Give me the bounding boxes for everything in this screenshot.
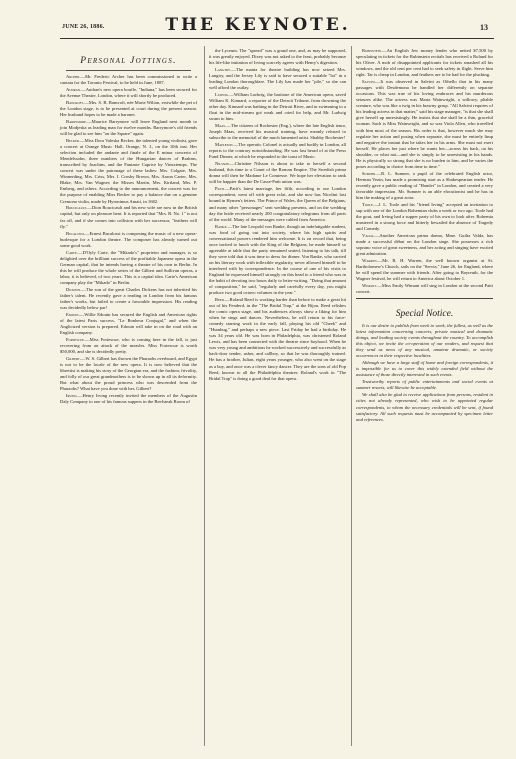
jotting-text: the Lyceum. The "spread" was a grand one, and, as may be supposed, it was greatly enjoyed. Dixey was not asked to the feast, probably because his life-like imitation of Irving scarcely agrees with Henry's digestion. (209, 48, 346, 66)
column-1 (60, 48, 197, 406)
jotting-name: Valda. (362, 232, 375, 238)
jotting-item (209, 48, 346, 66)
jotting-text: —J. L. Toole and his "friend Irving" accepted an invitation to sup with one of the London Bohemian clubs a week or two ago. Toole had the gout, and Irving had a supper party of his own to look after. Bohemia mustered in a strong force and bitterly bewailed the absence of Tragedy and Comedy. (356, 201, 493, 232)
jotting-text: —Willie Edouin has secured the English and American rights of the latest Paris success, "Le Bonheur Conjugal," and when the Anglicized version is prepared, Edouin will take in on the road with an English company. (60, 311, 197, 335)
jotting-name: Dickens. (66, 286, 82, 292)
column-2 (209, 48, 346, 383)
jotting-item (60, 337, 197, 355)
jotting-name: Ranke. (215, 223, 228, 229)
jotting-text: —The citizens of Rochester (Eng.), where the late English tenor, Joseph Maas, received his musical training, have meanly refused to subscribe to the memorial of the much lamented artist. Shabby Rochester! (209, 123, 346, 141)
jotting-item (356, 79, 493, 170)
column-divider (351, 46, 352, 746)
jotting-name: Carte. (66, 249, 78, 255)
column-3 (356, 48, 493, 424)
jotting-name: Barrymore. (66, 119, 88, 124)
special-notice-title: Special Notice. (395, 309, 454, 320)
section-rule (66, 70, 191, 71)
jotting-name: Mapleson. (215, 142, 234, 148)
jotting-text: —Patti's latest marriage, her fifth, according to our London correspondent, went off with great eclat, and she now has Nicolini fast bound in Hymen's fetters. The Prince of Wales, the Queen of the Belgians, and many other "personages" sent wedding presents, and on the wedding day the bride received nearly 200 congratulatory telegrams from all parts of the world. Many of the messages were cabled from America. (209, 186, 346, 222)
jotting-name: Ludwig. (215, 92, 230, 98)
jotting-item (60, 138, 197, 205)
jotting-text: —It was observed in Salvini as Othello that in his many passages with Desdemona he handled her differently on separate occasions. This was true of his loving embraces and his murderous seizures alike. The actress was Maria Wainwright, a willowy, pliable creature, who was like a twig in his brawny grasp. "All Salvini requires of his leading actress in that matter," said his stage manager, "is that she shall give herself up unresistingly. He insists that she shall be a thin, graceful woman. Such is Miss Wainwright, and so was Viola Allen, who travelled with him most of the season. His order is that, however much she may regulate her action and posing when separate, she must be entirely limp and negative the instant that he takes her in his arms. She must not exert herself. He places her just where he wants her—across his back, on his shoulder, or what not—and she is simply to be unresisting in his hands. He is physically so strong that she is no burden to him, and he varies the poses according to choice from time to time." (356, 79, 493, 169)
jotting-item (60, 100, 197, 118)
jotting-name: Fortescue. (66, 336, 86, 342)
jotting-text: —W. S. Gilbert has thrown the Pharaohs overboard, and Egypt is not to be the locale of the new opera. It is now believed that the librettist is making his story of the Georgian era, and the fashion, frivolity, and folly of our great grandmothers is to be shown up in all its deformity. But what about the proud princess who was descended from the Pharaohs? What have you done with her, Gilbert? (60, 355, 197, 392)
jotting-text: —Another American prima donna, Mme. Guilia Valda, has made a successful début on the London stage. She possesses a rich soprano voice of great sweetness, and her acting and singing have excited great admiration. (356, 232, 493, 257)
jotting-item (60, 87, 197, 99)
jotting-text: —Miss Emily Wimant will sing in London at the second Patti concert. (356, 283, 493, 295)
section-title: Personal Jottings. (80, 56, 177, 66)
column-3-body (356, 48, 493, 295)
jotting-item (60, 393, 197, 405)
jotting-text: —D'Oyly Carte, the "Mikado's" proprietor and manager, is so delighted over the brilliant success of the profitable Japanese opera in the German capital, that he intends having a theatre of his own in Berlin. In this he will produce the whole series of the Gilbert and Sullivan operas, a labor, it is believed, of two years. This is a capital idea. Carte's American company play the "Mikado" in Berlin. (60, 249, 197, 285)
jotting-name: Rubinstein. (362, 48, 383, 53)
jotting-item (60, 231, 197, 249)
jotting-text: —Audran's new opera bouffe, "Indiana," has been secured for the Avenue Theatre, London, where it will shortly be produced. (60, 86, 197, 99)
jotting-item (209, 186, 346, 222)
jotting-text: —Mrs. S. B. Bancroft, née Marie Wilton, erstwhile the pet of the London stage, is to be presented at court during the present season. Her husband hopes to be made a baronet. (60, 99, 197, 118)
masthead-title: THE KEYNOTE. (165, 15, 351, 35)
jotting-item (356, 283, 493, 295)
jotting-text: —William Ludwig, the baritone of the American opera, saved William K. Kinnard, a reporter of the Detroit Tribune, from drowning the other day. Kinnard was bathing in the Detroit River, and in swimming to a float in the mid-stream got weak and cried for help, and Mr. Ludwig swam to him. (209, 92, 346, 122)
jotting-item (60, 74, 197, 86)
jotting-item (356, 48, 493, 78)
jotting-item (209, 161, 346, 185)
jotting-name: Langtry. (215, 67, 232, 73)
jotting-item (60, 250, 197, 286)
jotting-name: Irving. (66, 393, 78, 399)
jotting-item (60, 205, 197, 229)
jotting-name: Nilsson. (215, 161, 230, 167)
jotting-item (60, 287, 197, 311)
jotting-name: Audran. (66, 86, 82, 92)
jotting-text: —Christine Nilsson is about to take to herself a second husband, this time to a Count of the Roman Empire. The Swedish prima donna will then be Madame Le Comtesse. We hope her elevation to rank will be happier than the De Casse-Patti union was. (209, 161, 346, 185)
jotting-name: Toole. (362, 201, 374, 207)
notice-paragraph: We shall also be glad to receive applications from persons, resident in cities not already represented, who wish to be appointed regular correspondents, to whom the necessary credentials will be sent, if found satisfactory. All such requests must be accompanied by specimen letter and references. (356, 392, 493, 422)
header-rule (60, 38, 494, 39)
notice-rule (356, 298, 493, 299)
jotting-item (209, 67, 346, 91)
jotting-name: Gilbert. (66, 355, 81, 361)
jotting-text: —Miss Dora Valeska Becker, the talented young violinist, gave a concert at Orange Music Hall, Orange, N. J., on the 10th inst. Her selection included the andante and finale of the E minor concerto of Mendelssohn, three numbers of the Hungarian dances of Brahms, transcribed by Joachim, and the Fantasie Caprice by Vieuxtemps. The concert was under the patronage of these ladies: Mrs. Colgate, Mrs. Winnerding, Mrs. Criss, Mrs. I. Crosby Brown, Mrs. Aaron Carter, Mrs. Blake, Mrs. Van Wagner; the Misses Martin, Mrs. Kirtland, Mrs. P. Emberg, and others. According to the announcement, the concert was for the purpose of enabling Miss Becker to pay a balance due on a genuine Cremona violin, made by Hyronimus Amati, in 1682. (60, 138, 197, 204)
jotting-item (209, 123, 346, 141)
jotting-name: Maas. (215, 123, 227, 129)
jotting-name: Becker. (66, 138, 81, 144)
jotting-item (356, 233, 493, 257)
jotting-name: Edouin. (66, 311, 80, 317)
jotting-name: Salvini. (362, 79, 376, 85)
jotting-item (356, 258, 493, 282)
jotting-name: Bucalossi. (66, 230, 85, 236)
jotting-name: Bancroft. (66, 99, 85, 105)
column-2-body (209, 48, 346, 382)
jotting-text: —Henry Irving recently invited the members of the Augustin Daly Company to one of his famous suppers in the Beefsteak Room of (60, 393, 197, 405)
jotting-item (209, 224, 346, 297)
jotting-item (60, 356, 197, 392)
jotting-text: —Mr. Frederic Archer has been commissioned to write a cantata for the Toronto Festival, to be held in June, 1887. (60, 74, 197, 86)
jotting-text: —The late Leopold von Ranke, though an indefatigable student, was fond of going out into society, where his high spirits and conversational powers rendered him welcome. It is on record that, being once invited to lunch with the King of the Belgians, he made himself so agreeable at table that the party remained seated, listening to his talk, till they were told that it was time to dress for dinner. Von Ranke, who carried on his literary work with inflexible regularity, never allowed himself to be interfered with by correspondence. In the course of one of his visits to England he expressed himself strongly on this head to a friend who was in the habit of devoting two hours daily to letter-writing. "Doing that amount of composition," he said, "regularly and carefully every day, you might produce two good octavo volumes in the year." (209, 223, 346, 296)
jotting-name: Reed. (215, 297, 226, 302)
jotting-text: —Miss Fortescue, who is coming here in the fall, is just recovering from an attack of the measles. Miss Fortescue is worth $50,000, and she is decidedly pretty. (60, 336, 197, 354)
jotting-item (209, 297, 346, 382)
jotting-text: —The mania for theatre building has now seized Mrs. Langtry, and the Jersey Lily is said to have secured a suitable "lot" in a leading London thoroughfare. The Lily has made her "pile," so she can well afford the outlay. (209, 67, 346, 91)
jotting-text: —An English Jew money lender who netted $7,500 by speculating in tickets for the Rubinstein recitals has received a Roland for his Oliver. A mob of disappointed applicants for tickets smashed all his windows, and the old cent per cent had to seek safety in flight. Serve him right. Tar is cheap in London, and feathers are to be had for the plucking. (356, 48, 493, 78)
column-1-body (60, 74, 197, 405)
issue-date: JUNE 26, 1886. (62, 24, 105, 30)
notice-paragraph: It is our desire to publish from week to week, the fullest, as well as the latest information concerning concerts, private musical and dramatic doings, and leading society events throughout the country. To accomplish this object, we invite the co-operation of our readers, and request that they send us news of any musical, amateur dramatic, or society occurrences in their respective localities. (356, 323, 493, 359)
jotting-text: —The son of the great Charles Dickens has not inherited his father's talent. He recently gave a reading in London from his famous father's works, but failed to create a favorable impression. His reading was decidedly below par! (60, 286, 197, 310)
jotting-item (209, 92, 346, 122)
jotting-item (60, 312, 197, 336)
notice-paragraph: Trustworthy reports of public entertainments and social events at summer resorts, will likewise be acceptable. (356, 379, 493, 391)
jotting-name: Patti. (215, 186, 226, 192)
jotting-item (356, 171, 493, 201)
jotting-text: —Roland Reed is working harder than before to make a great hit out of his Fenderd, in the "The Bridal Trap," at the Bijou. Reed relishes the comic opera stage, and his audiences always show a liking for him when he sings and dances. Nevertheless, he will return to his farce-comedy starring work in the early fall, playing his old "Cheek" and "Humbug," and perhaps a new piece. Last Friday he had a birthday. He was 34 years old. He was born in Philadelphia, was christened Roland Lewis, and has been connected with the theatre since boyhood. When he was very young and ambitious he worked successively and successfully as back-door tender, usher, and callboy, so that he was thoroughly trained. He has a brother, Julian, eight years younger, who also went on the stage as a boy, and once was a clever fancy dancer. They are the sons of old Pop Reed, known to all the Philadelphia theatres. Roland's work in "The Bridal Trap" is doing a good deal for that opera. (209, 297, 347, 381)
jotting-name: Wimant. (362, 283, 378, 289)
jotting-text: —Mr. R. H. Warren, the well known organist at St. Bartholomew's Church, sails on the "Servia," June 26, for England, where he will spend the summer with friends. After going to Bayreuth, for the Wagner festival, he will return to America about October 1. (356, 258, 493, 282)
column-divider (204, 46, 205, 746)
jotting-name: Warren. (362, 258, 378, 264)
jotting-text: —Ernest Bucalossi is composing the music of a new opera-burlesque for a London theatre. The composer has already turned out some good work. (60, 230, 197, 248)
special-notice-body (356, 323, 493, 422)
jotting-text: —Maurice Barrymore will leave England next month to join Modjeska as leading man for twelve months. Barrymore's old friends will be glad to see him "on the Square" again. (60, 119, 197, 137)
page-number: 13 (480, 23, 488, 32)
jotting-name: Boucicault. (66, 205, 88, 211)
notice-paragraph: Although we have a large staff of home and foreign correspondents, it is impossible for us to cover this widely extended field without the assistance of those directly interested in such events. (356, 360, 493, 378)
jotting-text: —Dion Boucicault and his new wife are now in the British capital, but only on pleasure bent. It is reported that "Mrs. B. No. 1" is not far off, and if she comes into collision with her successor, "feathers will fly." (60, 205, 197, 229)
jotting-item (356, 202, 493, 232)
jotting-text: —R. L. Sumner, a pupil of the celebrated English actor, Herman Vezin, has made a promising start as a Shakespearian reader. He recently gave a public reading of "Hamlet" in London, and created a very favorable impression. Mr. Sumner is an able elocutionist and he has in him the making of a great actor. (356, 170, 493, 200)
jotting-name: Archer. (66, 74, 81, 79)
jotting-item (60, 119, 197, 137)
jotting-name: Sumner. (362, 170, 377, 176)
jotting-item (209, 142, 346, 160)
jotting-text: —The operatic Colonel is actually and bodily in London, all reports to the contrary notwithstanding. He was last heard of at the Press Fund Dinner, at which he responded to the toast of Music. (209, 142, 346, 160)
